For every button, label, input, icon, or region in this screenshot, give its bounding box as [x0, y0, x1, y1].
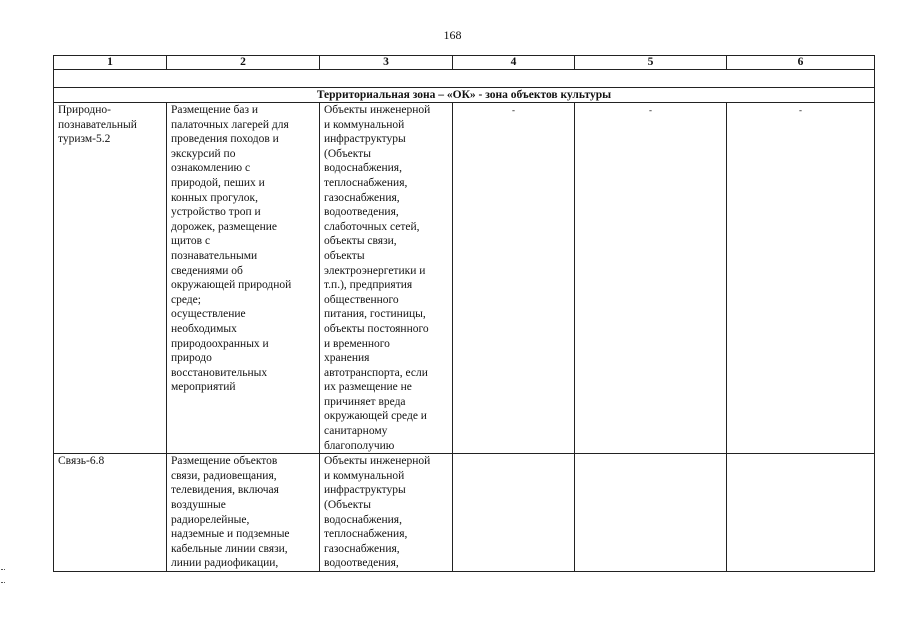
cell-text-line: Природно-: [58, 104, 111, 116]
cell-text-line: общественного: [324, 293, 399, 306]
cell-text-line: осуществление: [171, 308, 246, 321]
use-name-cell: [54, 454, 167, 572]
cell-text-line: окружающей природной: [171, 279, 292, 292]
cell-text-line: причиняет вреда: [324, 395, 406, 408]
cell-text-line: необходимых: [171, 322, 237, 335]
cell-text-line: теплоснабжения,: [324, 528, 408, 541]
cell-text-line: газоснабжения,: [324, 542, 400, 555]
use-description-cell: [167, 103, 320, 454]
cell-text-line: природой, пеших и: [171, 176, 265, 189]
cell-text-line: электроэнергетики и: [324, 264, 426, 277]
cell-text-line: познавательными: [171, 249, 258, 262]
cell-text-line: и коммунальной: [324, 469, 405, 482]
infrastructure-cell: [320, 454, 453, 572]
cell-text-line: (Объекты: [324, 147, 371, 160]
dash-value: -: [799, 105, 802, 115]
cell-text-line: экскурсий по: [171, 147, 236, 160]
cell-text-line: мероприятий: [171, 381, 236, 394]
cell-text-line: дорожек, размещение: [171, 220, 278, 233]
cell-text-line: хранения: [324, 352, 370, 365]
cell-text-line: Связь-6.8: [58, 455, 105, 468]
column-6-cell: [727, 103, 875, 454]
cell-text-line: проведения походов и: [171, 133, 279, 146]
cell-text-line: окружающей среде и: [324, 410, 427, 423]
table-row: [54, 454, 875, 572]
cell-text-line: Размещение объектов: [171, 455, 278, 468]
cell-text-line: водоотведения,: [324, 206, 399, 219]
cell-text-line: благополучию: [324, 439, 395, 452]
spacer-row: [54, 70, 875, 88]
cell-text-line: теплоснабжения,: [324, 176, 408, 189]
cell-text-line: водоснабжения,: [324, 513, 402, 526]
regulations-table: [53, 55, 875, 572]
dash-value: -: [649, 105, 652, 115]
cell-text-line: познавательный: [58, 118, 137, 131]
column-header-4: 4: [453, 56, 575, 70]
cell-text-line: газоснабжения,: [324, 191, 400, 204]
use-description-cell: [167, 454, 320, 572]
header-row: [54, 56, 875, 70]
cell-text-line: объекты: [324, 249, 365, 262]
cell-text-line: туризм-5.2: [58, 133, 111, 146]
cell-text-line: ознакомлению с: [171, 162, 251, 175]
column-header-2: 2: [167, 56, 320, 70]
cell-text-line: автотранспорта, если: [324, 366, 428, 379]
cell-text-line: природо: [171, 352, 212, 365]
zone-title-row: [54, 88, 875, 103]
cell-text-line: и временного: [324, 337, 390, 350]
cell-text-line: их размещение не: [324, 381, 412, 394]
cell-text-line: слаботочных сетей,: [324, 220, 420, 233]
cell-text-line: инфраструктуры: [324, 133, 406, 146]
cell-text-line: линии радиофикации,: [171, 557, 279, 570]
column-4-cell: [453, 103, 575, 454]
cell-text-line: устройство троп и: [171, 206, 261, 219]
zone-title: Территориальная зона – «ОК» - зона объектов культуры: [54, 88, 875, 103]
cell-text-line: среде;: [171, 293, 201, 306]
column-header-5: 5: [575, 56, 727, 70]
table-row: [54, 103, 875, 454]
cell-text-line: и коммунальной: [324, 118, 405, 131]
column-5-cell: [575, 103, 727, 454]
dash-value: -: [512, 105, 515, 115]
cell-text-line: питания, гостиницы,: [324, 308, 426, 321]
cell-text-line: телевидения, включая: [171, 484, 279, 497]
cell-text-line: щитов с: [171, 235, 211, 248]
column-header-1: 1: [54, 56, 167, 70]
cell-text-line: Размещение баз и: [171, 104, 259, 116]
cell-text-line: объекты связи,: [324, 235, 397, 248]
column-4-cell: [453, 454, 575, 572]
cell-text-line: объекты постоянного: [324, 322, 429, 335]
margin-mark: [1, 569, 5, 583]
use-name-cell: [54, 103, 167, 454]
cell-text-line: природоохранных и: [171, 337, 269, 350]
cell-text-line: т.п.), предприятия: [324, 279, 413, 292]
cell-text-line: водоснабжения,: [324, 162, 402, 175]
column-5-cell: [575, 454, 727, 572]
cell-text-line: инфраструктуры: [324, 484, 406, 497]
column-6-cell: [727, 454, 875, 572]
cell-text-line: водоотведения,: [324, 557, 399, 570]
page-number: 168: [443, 28, 462, 42]
cell-text-line: сведениями об: [171, 264, 243, 277]
infrastructure-cell: [320, 103, 453, 454]
cell-text-line: конных прогулок,: [171, 191, 258, 204]
cell-text-line: восстановительных: [171, 366, 268, 379]
cell-text-line: (Объекты: [324, 499, 371, 512]
cell-text-line: надземные и подземные: [171, 528, 290, 541]
cell-text-line: радиорелейные,: [171, 513, 250, 526]
cell-text-line: связи, радиовещания,: [171, 469, 277, 482]
cell-text-line: палаточных лагерей для: [171, 118, 289, 131]
cell-text-line: санитарному: [324, 425, 388, 438]
cell-text-line: Объекты инженерной: [324, 455, 431, 468]
cell-text-line: Объекты инженерной: [324, 104, 431, 116]
column-header-6: 6: [727, 56, 875, 70]
cell-text-line: кабельные линии связи,: [171, 542, 288, 555]
cell-text-line: воздушные: [171, 499, 226, 512]
column-header-3: 3: [320, 56, 453, 70]
